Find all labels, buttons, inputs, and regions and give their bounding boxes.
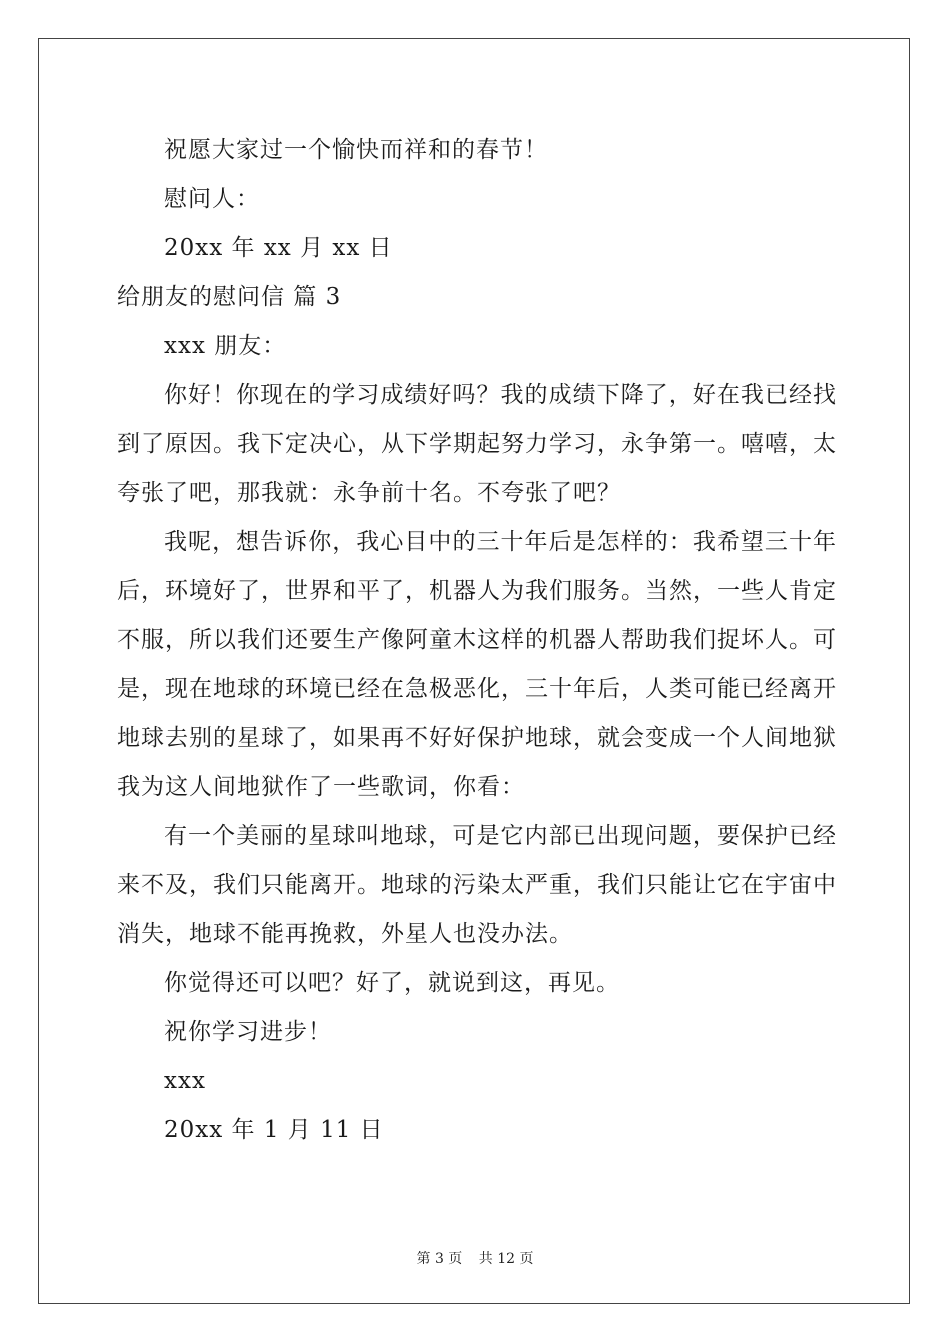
paragraph-text: 你好！你现在的学习成绩好吗？我的成绩下降了，好在我已经找到了原因。我下定决心，从下学期起努力学习，永争第一。嘻嘻，太夸张了吧，那我就：永争前十名。不夸张了吧？ — [117, 382, 837, 506]
sender-label: 慰问人： — [164, 186, 260, 212]
section-title: 给朋友的慰问信 篇 3 — [117, 284, 342, 310]
page-total: 共 12 页 — [478, 1251, 534, 1267]
letter-content — [117, 126, 837, 1155]
date-line: 20xx 年 xx 月 xx 日 — [164, 235, 393, 261]
paragraph-closing: 你觉得还可以吧？好了，就说到这，再见。 — [164, 970, 620, 996]
paragraph — [117, 812, 837, 959]
paragraph — [117, 371, 837, 518]
page-number: 第 3 页 — [416, 1251, 463, 1267]
paragraph-text: 我呢，想告诉你，我心目中的三十年后是怎样的：我希望三十年后，环境好了，世界和平了，机器人为我们服务。当然，一些人肯定不服，所以我们还要生产像阿童木这样的机器人帮助我们捉坏人。可是，现在地球的环境已经在急极恶化，三十年后，人类可能已经离开地球去别的星球了，如果再不好好保护地球，就会变成一个人间地狱我为这人间地狱作了一些歌词，你看： — [117, 529, 837, 800]
closing-wish: 祝愿大家过一个愉快而祥和的春节！ — [164, 137, 548, 163]
paragraph-text: 有一个美丽的星球叫地球，可是它内部已出现问题，要保护已经来不及，我们只能离开。地球的污染太严重，我们只能让它在宇宙中消失，地球不能再挽救，外星人也没办法。 — [117, 823, 837, 947]
salutation: xxx 朋友： — [164, 333, 287, 359]
signature: xxx — [164, 1068, 206, 1094]
page-footer — [0, 1248, 950, 1268]
date-line: 20xx 年 1 月 11 日 — [164, 1117, 384, 1143]
wish-line: 祝你学习进步！ — [164, 1019, 332, 1045]
paragraph — [117, 518, 837, 812]
